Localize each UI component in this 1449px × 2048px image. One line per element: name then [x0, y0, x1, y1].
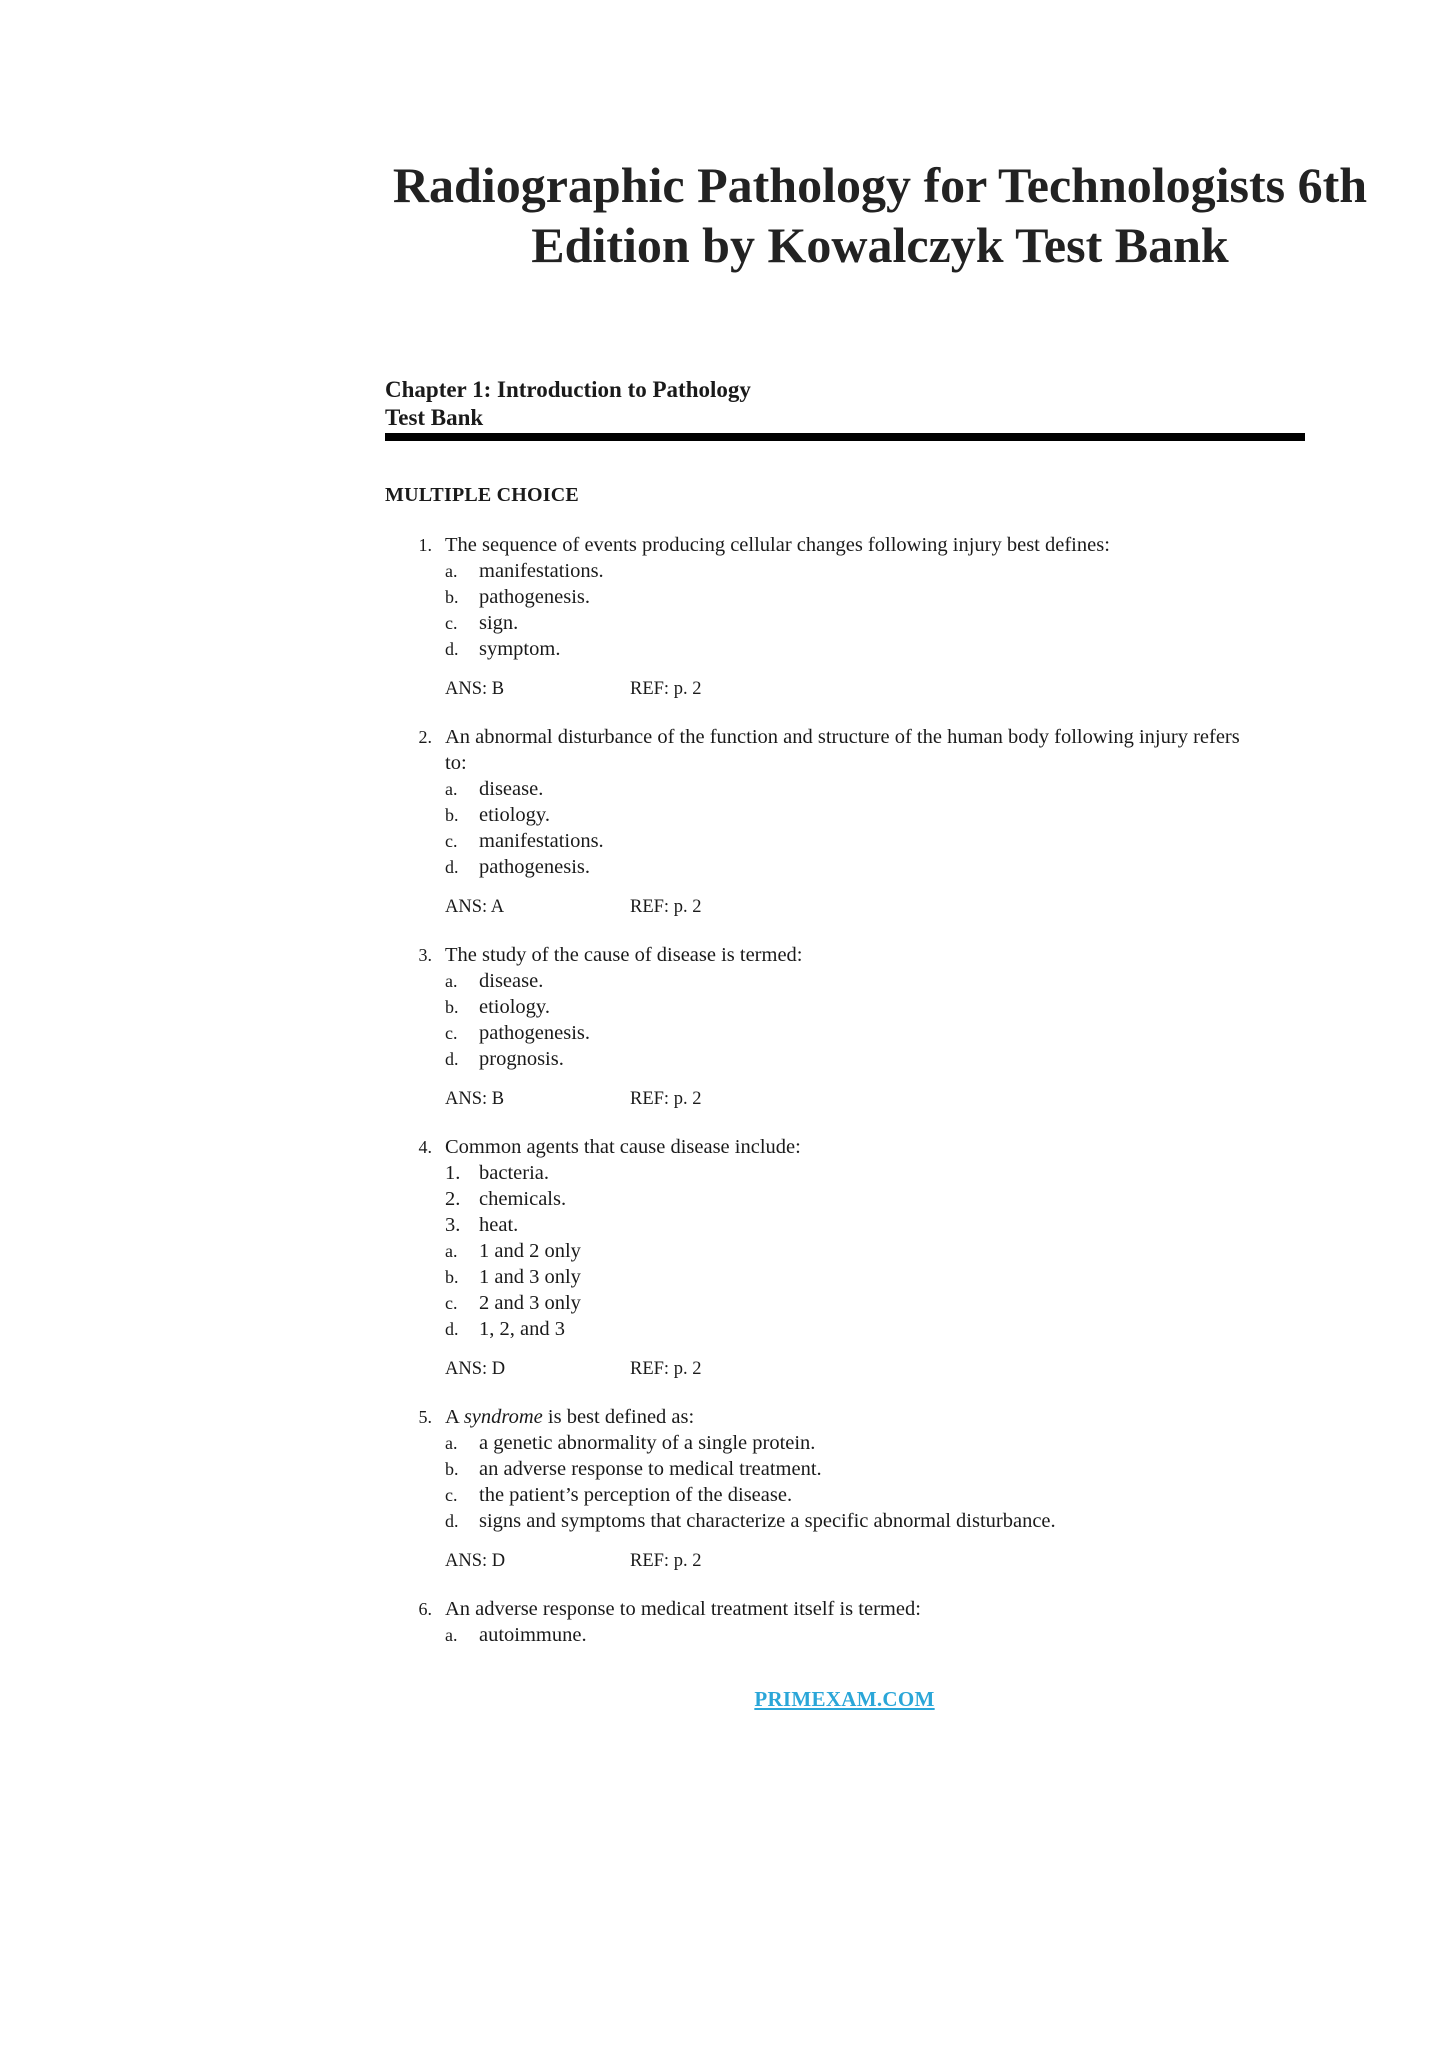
option-b [445, 802, 1305, 828]
item-1 [445, 1160, 1305, 1186]
answer-row [445, 1086, 1305, 1112]
option-a [445, 776, 1305, 802]
question-stem: An adverse response to medical treatment itself is termed: [445, 1598, 921, 1620]
question-2 [385, 724, 1305, 920]
question-number: 1. [418, 535, 432, 555]
option-text: signs and symptoms that characterize a specific abnormal disturbance. [479, 1510, 1056, 1532]
option-letter: c. [445, 613, 458, 633]
option-a [445, 1430, 1305, 1456]
option-b [445, 994, 1305, 1020]
option-text: the patient’s perception of the disease. [479, 1484, 793, 1506]
option-letter: d. [445, 1511, 459, 1531]
option-letter: b. [445, 1459, 459, 1479]
option-d [445, 1508, 1305, 1534]
item-2 [445, 1186, 1305, 1212]
option-letter: c. [445, 1485, 458, 1505]
item-text: chemicals. [479, 1188, 567, 1210]
document-title-line-2: Edition by Kowalczyk Test Bank [531, 217, 1229, 273]
question-list [385, 532, 1305, 1670]
question-stem: The sequence of events producing cellular changes following injury best defines: [445, 534, 1110, 556]
item-number: 3. [445, 1214, 461, 1236]
option-c [445, 828, 1305, 854]
option-letter: a. [445, 1241, 458, 1261]
stem-suffix: is best defined as: [542, 1406, 695, 1428]
option-c [445, 1482, 1305, 1508]
answer-row [445, 676, 1305, 702]
page-reference: REF: p. 2 [630, 1359, 702, 1379]
answer-row [445, 1356, 1305, 1382]
option-text: manifestations. [479, 830, 604, 852]
option-b [445, 1456, 1305, 1482]
option-text: pathogenesis. [479, 1022, 591, 1044]
stem-prefix: A [445, 1406, 464, 1428]
option-letter: a. [445, 561, 458, 581]
option-letter: a. [445, 1433, 458, 1453]
answer-row [445, 1548, 1305, 1574]
item-number: 1. [445, 1162, 461, 1184]
option-text: 1, 2, and 3 [479, 1318, 565, 1340]
option-a [445, 968, 1305, 994]
option-letter: b. [445, 587, 459, 607]
question-number: 4. [418, 1137, 432, 1157]
question-number: 2. [418, 727, 432, 747]
question-number: 6. [418, 1599, 432, 1619]
option-letter: d. [445, 1049, 459, 1069]
option-b [445, 584, 1305, 610]
option-a [445, 558, 1305, 584]
question-6 [385, 1596, 1305, 1648]
option-text: a genetic abnormality of a single protein. [479, 1432, 816, 1454]
option-c [445, 1290, 1305, 1316]
option-letter: c. [445, 1293, 458, 1313]
option-text: pathogenesis. [479, 586, 591, 608]
option-c [445, 1020, 1305, 1046]
option-text: pathogenesis. [479, 856, 591, 878]
option-text: sign. [479, 612, 519, 634]
question-stem: An abnormal disturbance of the function and structure of the human body following injury refers to: [445, 726, 1240, 774]
item-3 [445, 1212, 1305, 1238]
page-reference: REF: p. 2 [630, 1089, 702, 1109]
item-text: heat. [479, 1214, 519, 1236]
option-text: autoimmune. [479, 1624, 587, 1646]
page-reference: REF: p. 2 [630, 897, 702, 917]
chapter-header [385, 376, 751, 432]
option-letter: c. [445, 831, 458, 851]
option-letter: b. [445, 997, 459, 1017]
section-heading: MULTIPLE CHOICE [385, 484, 579, 506]
document-title-line-1: Radiographic Pathology for Technologists 6th [392, 157, 1368, 213]
page-reference: REF: p. 2 [630, 679, 702, 699]
option-d [445, 1046, 1305, 1072]
header-divider [385, 433, 1305, 441]
option-text: manifestations. [479, 560, 604, 582]
answer-key: ANS: D [445, 1551, 506, 1571]
option-letter: a. [445, 1625, 458, 1645]
item-number: 2. [445, 1188, 461, 1210]
answer-key: ANS: B [445, 1089, 505, 1109]
option-text: 1 and 2 only [479, 1240, 581, 1262]
option-text: disease. [479, 778, 544, 800]
option-d [445, 854, 1305, 880]
option-c [445, 610, 1305, 636]
option-text: 2 and 3 only [479, 1292, 581, 1314]
option-letter: b. [445, 805, 459, 825]
option-text: an adverse response to medical treatment. [479, 1458, 822, 1480]
answer-key: ANS: D [445, 1359, 506, 1379]
question-1 [385, 532, 1305, 702]
option-text: etiology. [479, 996, 550, 1018]
question-number: 3. [418, 945, 432, 965]
option-a [445, 1238, 1305, 1264]
item-text: bacteria. [479, 1162, 549, 1184]
question-number: 5. [418, 1407, 432, 1427]
answer-row [445, 894, 1305, 920]
option-d [445, 1316, 1305, 1342]
answer-key: ANS: B [445, 679, 505, 699]
option-letter: a. [445, 971, 458, 991]
question-stem [445, 1404, 1265, 1430]
stem-emphasis: syndrome [463, 1406, 543, 1428]
option-text: etiology. [479, 804, 550, 826]
chapter-subtitle: Test Bank [385, 405, 484, 430]
option-letter: d. [445, 857, 459, 877]
answer-key: ANS: A [445, 897, 505, 917]
option-a [445, 1622, 1305, 1648]
option-letter: d. [445, 639, 459, 659]
option-text: symptom. [479, 638, 561, 660]
question-stem: Common agents that cause disease include: [445, 1136, 801, 1158]
option-text: 1 and 3 only [479, 1266, 581, 1288]
option-b [445, 1264, 1305, 1290]
option-letter: c. [445, 1023, 458, 1043]
option-letter: a. [445, 779, 458, 799]
option-text: prognosis. [479, 1048, 564, 1070]
question-5 [385, 1404, 1305, 1574]
option-d [445, 636, 1305, 662]
page-reference: REF: p. 2 [630, 1551, 702, 1571]
option-letter: d. [445, 1319, 459, 1339]
question-4 [385, 1134, 1305, 1382]
chapter-title: Chapter 1: Introduction to Pathology [385, 377, 751, 402]
question-3 [385, 942, 1305, 1112]
option-letter: b. [445, 1267, 459, 1287]
option-text: disease. [479, 970, 544, 992]
question-stem: The study of the cause of disease is termed: [445, 944, 803, 966]
primexam-link[interactable]: PRIMEXAM.COM [754, 1687, 935, 1711]
document-title [280, 155, 1449, 275]
